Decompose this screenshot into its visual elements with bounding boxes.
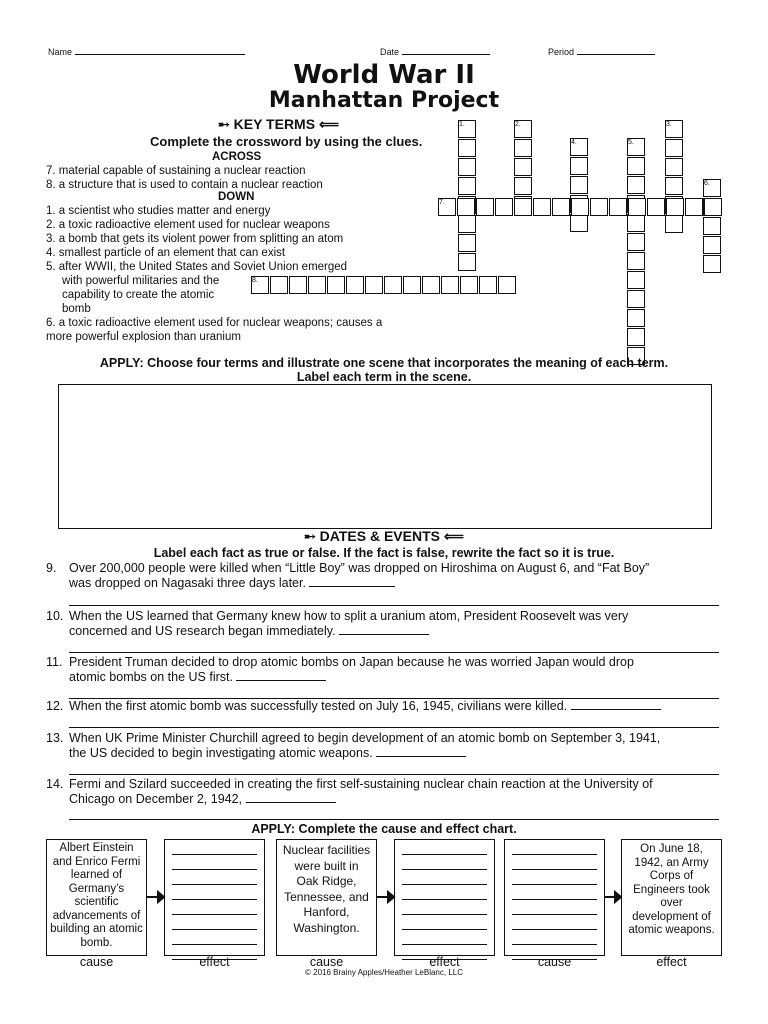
arrow-left-icon: ⟸ [443,528,464,544]
question-10: 10. [46,609,64,623]
question-12: 12. [46,699,64,713]
down-label: DOWN [218,191,255,203]
across-clue-7: 7. material capable of sustaining a nuclear reaction [46,165,306,177]
apply1-line2: Label each term in the scene. [296,370,472,384]
question-9-text: Over 200,000 people were killed when “Little Boy” was dropped on Hiroshima on August 6, and “Fat Boy” was dropped on Nagasaki three days later. [69,561,650,590]
apply2-heading: APPLY: Complete the cause and effect chart. [251,822,517,836]
label-effect-2: effect [429,955,460,969]
name-label: Name [48,47,73,57]
footer-copyright: © 2016 Brainy Apples/Heather LeBlanc, LLC [305,968,463,977]
down-clue-5: 5. after WWII, the United States and Soviet Union emerged [46,261,348,273]
clue-number: 5. [628,139,634,146]
label-cause-3: cause [537,955,572,969]
cause-box-1: Albert Einstein and Enrico Fermi learned of Germany’s scientific advancements of building an atomic bomb. [46,839,147,956]
down-clue-4: 4. smallest particle of an element that can exist [46,247,286,259]
label-cause-1: cause [79,955,114,969]
crossword-instruction: Complete the crossword by using the clues. [150,134,423,149]
question-14-text: Fermi and Szilard succeeded in creating the first self-sustaining nuclear chain reaction at the University of Chicago on December 2, 1942, [69,777,653,806]
question-9: 9. [46,561,57,575]
question-14: 14. [46,777,64,791]
title-line2: Manhattan Project [268,88,500,113]
title-line1: World War II [293,60,475,90]
clue-number: 7. [439,199,445,206]
clue-number: 4. [571,139,577,146]
down-clue-5b: with powerful militaries and the [62,275,220,287]
label-effect-1: effect [199,955,230,969]
question-11-text: President Truman decided to drop atomic bombs on Japan because he was worried Japan would drop atomic bombs on the US first. [69,655,634,684]
question-10-text: When the US learned that Germany knew how to split a uranium atom, President Roosevelt was very concerned and US research began immediately. [69,609,629,638]
down-clue-2: 2. a toxic radioactive element used for nuclear weapons [46,219,330,231]
down-clue-5c: capability to create the atomic [62,289,215,301]
clue-number: 2. [515,121,521,128]
dates-events-instruction: Label each fact as true or false. If the fact is false, rewrite the fact so it is true. [153,546,615,560]
question-11: 11. [46,655,63,669]
down-clue-5d: bomb [62,303,91,315]
arrow-icon [615,892,621,902]
clue-number: 8. [252,277,258,284]
down-clue-1: 1. a scientist who studies matter and energy [46,205,271,217]
date-label: Date [380,47,400,57]
effect-box-3: On June 18, 1942, an Army Corps of Engineers took over development of atomic weapons. [621,839,722,956]
across-clue-8: 8. a structure that is used to contain a nuclear reaction [46,179,323,191]
down-clue-3: 3. a bomb that gets its violent power from splitting an atom [46,233,344,245]
arrow-left-icon: ⟸ [318,116,340,132]
question-13: 13. [46,731,64,745]
label-effect-3: effect [656,955,687,969]
question-13-text: When UK Prime Minister Churchill agreed to begin development of an atomic bomb on September 3, 1941, the US decided to begin investigating atomic weapons. [69,731,661,760]
cause-box-2: Nuclear facilities were built in Oak Ridge, Tennessee, and Hanford, Washington. [276,839,377,956]
dates-events-label: DATES & EVENTS [319,528,440,544]
down-clue-6b: more powerful explosion than uranium [46,331,241,343]
period-label: Period [548,47,575,57]
arrow-icon [158,892,164,902]
question-12-text: When the first atomic bomb was successfully tested on July 16, 1945, civilians were killed. [69,699,729,714]
label-cause-2: cause [309,955,344,969]
clue-number: 3. [666,121,672,128]
clue-number: 6. [704,180,710,187]
across-label: ACROSS [212,151,262,163]
clue-number: 1. [459,121,465,128]
arrow-right-icon: ➸ [218,116,230,132]
arrow-icon [388,892,394,902]
arrow-right-icon: ➸ [304,528,316,544]
down-clue-6: 6. a toxic radioactive element used for nuclear weapons; causes a [46,317,383,329]
apply1-line1: APPLY: Choose four terms and illustrate one scene that incorporates the meaning of each term. [99,356,669,370]
key-terms-label: KEY TERMS [233,116,316,132]
